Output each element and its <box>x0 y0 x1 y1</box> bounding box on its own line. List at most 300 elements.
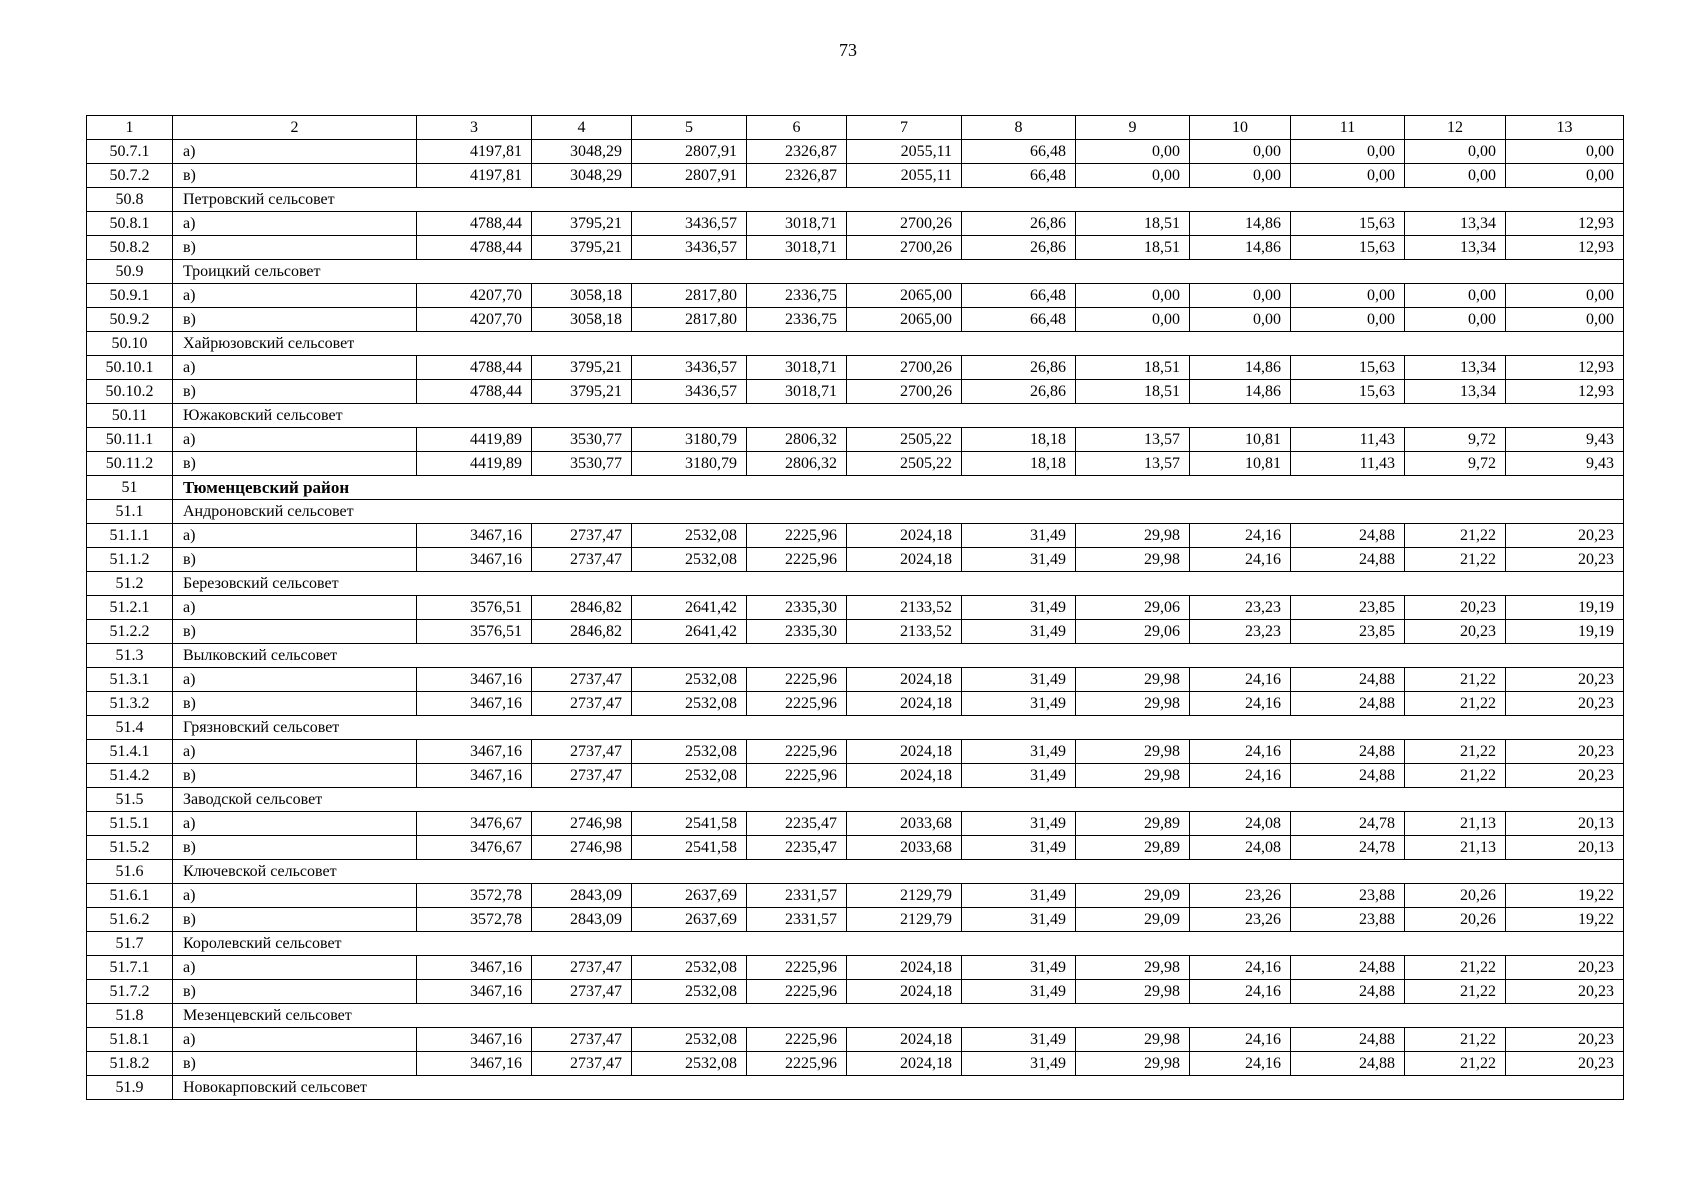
row-label: а) <box>173 284 417 308</box>
value-cell: 31,49 <box>962 524 1076 548</box>
council-row <box>87 860 1624 884</box>
value-cell: 20,23 <box>1506 668 1624 692</box>
table-row <box>87 764 1624 788</box>
value-cell: 24,16 <box>1190 980 1291 1004</box>
row-label: в) <box>173 692 417 716</box>
row-code: 51.1.1 <box>87 524 173 548</box>
value-cell: 4419,89 <box>417 428 532 452</box>
row-code: 50.8.1 <box>87 212 173 236</box>
value-cell: 2065,00 <box>847 284 962 308</box>
value-cell: 31,49 <box>962 596 1076 620</box>
value-cell: 2737,47 <box>532 692 632 716</box>
table-body <box>87 116 1624 1100</box>
value-cell: 26,86 <box>962 236 1076 260</box>
table-row <box>87 884 1624 908</box>
council-name: Мезенцевский сельсовет <box>173 1004 1624 1028</box>
value-cell: 31,49 <box>962 836 1076 860</box>
value-cell: 31,49 <box>962 1028 1076 1052</box>
value-cell: 31,49 <box>962 620 1076 644</box>
council-row <box>87 1076 1624 1100</box>
row-code: 51.7.2 <box>87 980 173 1004</box>
value-cell: 2024,18 <box>847 668 962 692</box>
table-row <box>87 428 1624 452</box>
value-cell: 3530,77 <box>532 452 632 476</box>
value-cell: 24,88 <box>1291 740 1405 764</box>
value-cell: 12,93 <box>1506 356 1624 380</box>
value-cell: 2326,87 <box>747 140 847 164</box>
value-cell: 2532,08 <box>632 692 747 716</box>
value-cell: 2637,69 <box>632 884 747 908</box>
value-cell: 24,88 <box>1291 524 1405 548</box>
value-cell: 23,23 <box>1190 596 1291 620</box>
row-label: а) <box>173 884 417 908</box>
value-cell: 2336,75 <box>747 284 847 308</box>
value-cell: 24,16 <box>1190 1052 1291 1076</box>
value-cell: 3058,18 <box>532 308 632 332</box>
row-code: 51.5.2 <box>87 836 173 860</box>
value-cell: 12,93 <box>1506 212 1624 236</box>
table-row <box>87 956 1624 980</box>
value-cell: 24,88 <box>1291 956 1405 980</box>
value-cell: 20,23 <box>1506 1052 1624 1076</box>
value-cell: 21,22 <box>1405 980 1506 1004</box>
row-label: в) <box>173 1052 417 1076</box>
value-cell: 14,86 <box>1190 236 1291 260</box>
value-cell: 66,48 <box>962 308 1076 332</box>
value-cell: 31,49 <box>962 764 1076 788</box>
value-cell: 15,63 <box>1291 236 1405 260</box>
value-cell: 24,88 <box>1291 764 1405 788</box>
council-name: Андроновский сельсовет <box>173 500 1624 524</box>
column-header: 12 <box>1405 116 1506 140</box>
value-cell: 9,72 <box>1405 428 1506 452</box>
column-header: 13 <box>1506 116 1624 140</box>
value-cell: 11,43 <box>1291 452 1405 476</box>
value-cell: 2846,82 <box>532 620 632 644</box>
value-cell: 24,16 <box>1190 524 1291 548</box>
column-header: 5 <box>632 116 747 140</box>
value-cell: 2541,58 <box>632 812 747 836</box>
table-row <box>87 284 1624 308</box>
value-cell: 24,16 <box>1190 668 1291 692</box>
value-cell: 66,48 <box>962 140 1076 164</box>
value-cell: 2505,22 <box>847 428 962 452</box>
value-cell: 20,23 <box>1506 740 1624 764</box>
table-row <box>87 524 1624 548</box>
value-cell: 20,13 <box>1506 812 1624 836</box>
value-cell: 3018,71 <box>747 380 847 404</box>
value-cell: 24,16 <box>1190 548 1291 572</box>
tariff-table <box>86 115 1624 1100</box>
value-cell: 29,06 <box>1076 596 1190 620</box>
value-cell: 0,00 <box>1506 308 1624 332</box>
value-cell: 21,22 <box>1405 956 1506 980</box>
value-cell: 29,98 <box>1076 764 1190 788</box>
row-code: 51.4.2 <box>87 764 173 788</box>
value-cell: 26,86 <box>962 212 1076 236</box>
row-code: 50.10.1 <box>87 356 173 380</box>
value-cell: 26,86 <box>962 380 1076 404</box>
value-cell: 2700,26 <box>847 356 962 380</box>
value-cell: 3467,16 <box>417 740 532 764</box>
value-cell: 0,00 <box>1506 140 1624 164</box>
value-cell: 10,81 <box>1190 428 1291 452</box>
value-cell: 31,49 <box>962 884 1076 908</box>
row-label: в) <box>173 452 417 476</box>
value-cell: 9,43 <box>1506 428 1624 452</box>
row-code: 50.9.2 <box>87 308 173 332</box>
row-code: 50.7.1 <box>87 140 173 164</box>
value-cell: 3476,67 <box>417 836 532 860</box>
row-code: 51.3 <box>87 644 173 668</box>
row-code: 51.8.1 <box>87 1028 173 1052</box>
value-cell: 2055,11 <box>847 164 962 188</box>
value-cell: 20,23 <box>1405 620 1506 644</box>
value-cell: 2033,68 <box>847 836 962 860</box>
value-cell: 2055,11 <box>847 140 962 164</box>
row-label: в) <box>173 836 417 860</box>
value-cell: 13,34 <box>1405 212 1506 236</box>
value-cell: 2807,91 <box>632 140 747 164</box>
value-cell: 4788,44 <box>417 236 532 260</box>
value-cell: 24,78 <box>1291 812 1405 836</box>
row-code: 51.4.1 <box>87 740 173 764</box>
value-cell: 0,00 <box>1076 164 1190 188</box>
value-cell: 10,81 <box>1190 452 1291 476</box>
value-cell: 0,00 <box>1291 284 1405 308</box>
value-cell: 20,23 <box>1506 548 1624 572</box>
value-cell: 19,22 <box>1506 908 1624 932</box>
value-cell: 15,63 <box>1291 356 1405 380</box>
table-row <box>87 812 1624 836</box>
value-cell: 2326,87 <box>747 164 847 188</box>
column-header: 10 <box>1190 116 1291 140</box>
table-row <box>87 452 1624 476</box>
value-cell: 3795,21 <box>532 380 632 404</box>
row-code: 51.6 <box>87 860 173 884</box>
value-cell: 2024,18 <box>847 1052 962 1076</box>
value-cell: 29,06 <box>1076 620 1190 644</box>
value-cell: 3058,18 <box>532 284 632 308</box>
value-cell: 2532,08 <box>632 1028 747 1052</box>
value-cell: 2024,18 <box>847 524 962 548</box>
column-header: 3 <box>417 116 532 140</box>
row-label: а) <box>173 740 417 764</box>
council-row <box>87 188 1624 212</box>
column-header: 8 <box>962 116 1076 140</box>
value-cell: 15,63 <box>1291 380 1405 404</box>
value-cell: 24,88 <box>1291 668 1405 692</box>
value-cell: 13,34 <box>1405 356 1506 380</box>
value-cell: 3467,16 <box>417 668 532 692</box>
value-cell: 2335,30 <box>747 596 847 620</box>
council-name: Новокарповский сельсовет <box>173 1076 1624 1100</box>
value-cell: 0,00 <box>1405 164 1506 188</box>
row-code: 51.8.2 <box>87 1052 173 1076</box>
value-cell: 0,00 <box>1405 284 1506 308</box>
value-cell: 29,98 <box>1076 1052 1190 1076</box>
row-code: 50.9 <box>87 260 173 284</box>
row-code: 50.10.2 <box>87 380 173 404</box>
council-name: Грязновский сельсовет <box>173 716 1624 740</box>
table-row <box>87 140 1624 164</box>
value-cell: 18,51 <box>1076 356 1190 380</box>
row-label: а) <box>173 668 417 692</box>
value-cell: 2532,08 <box>632 956 747 980</box>
value-cell: 29,89 <box>1076 812 1190 836</box>
value-cell: 3467,16 <box>417 956 532 980</box>
value-cell: 4197,81 <box>417 140 532 164</box>
value-cell: 29,09 <box>1076 884 1190 908</box>
value-cell: 29,09 <box>1076 908 1190 932</box>
table-row <box>87 380 1624 404</box>
value-cell: 29,98 <box>1076 524 1190 548</box>
value-cell: 14,86 <box>1190 212 1291 236</box>
value-cell: 2225,96 <box>747 692 847 716</box>
row-label: а) <box>173 356 417 380</box>
value-cell: 0,00 <box>1076 140 1190 164</box>
council-name: Хайрюзовский сельсовет <box>173 332 1624 356</box>
value-cell: 2700,26 <box>847 212 962 236</box>
value-cell: 12,93 <box>1506 380 1624 404</box>
value-cell: 21,22 <box>1405 548 1506 572</box>
column-header: 7 <box>847 116 962 140</box>
row-code: 51.4 <box>87 716 173 740</box>
value-cell: 2541,58 <box>632 836 747 860</box>
value-cell: 3436,57 <box>632 380 747 404</box>
value-cell: 3018,71 <box>747 356 847 380</box>
value-cell: 2737,47 <box>532 956 632 980</box>
row-label: в) <box>173 908 417 932</box>
value-cell: 2637,69 <box>632 908 747 932</box>
value-cell: 13,34 <box>1405 380 1506 404</box>
value-cell: 31,49 <box>962 548 1076 572</box>
value-cell: 2225,96 <box>747 668 847 692</box>
value-cell: 2700,26 <box>847 236 962 260</box>
value-cell: 3576,51 <box>417 620 532 644</box>
value-cell: 24,16 <box>1190 692 1291 716</box>
value-cell: 0,00 <box>1405 308 1506 332</box>
table-row <box>87 308 1624 332</box>
value-cell: 24,88 <box>1291 692 1405 716</box>
value-cell: 24,16 <box>1190 764 1291 788</box>
value-cell: 2033,68 <box>847 812 962 836</box>
value-cell: 23,85 <box>1291 620 1405 644</box>
table-row <box>87 980 1624 1004</box>
value-cell: 3530,77 <box>532 428 632 452</box>
value-cell: 24,88 <box>1291 1028 1405 1052</box>
value-cell: 3467,16 <box>417 980 532 1004</box>
row-code: 50.11 <box>87 404 173 428</box>
value-cell: 2746,98 <box>532 812 632 836</box>
value-cell: 20,23 <box>1506 980 1624 1004</box>
value-cell: 0,00 <box>1190 284 1291 308</box>
value-cell: 31,49 <box>962 692 1076 716</box>
value-cell: 2225,96 <box>747 1052 847 1076</box>
row-label: в) <box>173 308 417 332</box>
value-cell: 21,22 <box>1405 1052 1506 1076</box>
value-cell: 0,00 <box>1076 308 1190 332</box>
value-cell: 0,00 <box>1291 140 1405 164</box>
value-cell: 24,88 <box>1291 980 1405 1004</box>
value-cell: 0,00 <box>1506 284 1624 308</box>
value-cell: 13,57 <box>1076 428 1190 452</box>
row-label: в) <box>173 548 417 572</box>
value-cell: 9,72 <box>1405 452 1506 476</box>
value-cell: 29,98 <box>1076 980 1190 1004</box>
row-label: в) <box>173 620 417 644</box>
value-cell: 26,86 <box>962 356 1076 380</box>
table-row <box>87 1028 1624 1052</box>
row-code: 50.9.1 <box>87 284 173 308</box>
value-cell: 2641,42 <box>632 620 747 644</box>
value-cell: 21,22 <box>1405 764 1506 788</box>
value-cell: 2235,47 <box>747 812 847 836</box>
value-cell: 2335,30 <box>747 620 847 644</box>
value-cell: 2532,08 <box>632 740 747 764</box>
value-cell: 0,00 <box>1291 308 1405 332</box>
value-cell: 2133,52 <box>847 596 962 620</box>
value-cell: 19,19 <box>1506 620 1624 644</box>
row-code: 51.1 <box>87 500 173 524</box>
value-cell: 29,98 <box>1076 1028 1190 1052</box>
row-code: 51 <box>87 476 173 500</box>
value-cell: 18,18 <box>962 428 1076 452</box>
value-cell: 21,22 <box>1405 524 1506 548</box>
row-code: 50.7.2 <box>87 164 173 188</box>
value-cell: 2024,18 <box>847 980 962 1004</box>
value-cell: 2846,82 <box>532 596 632 620</box>
table-row <box>87 356 1624 380</box>
value-cell: 4419,89 <box>417 452 532 476</box>
row-label: а) <box>173 428 417 452</box>
row-code: 50.8 <box>87 188 173 212</box>
value-cell: 2336,75 <box>747 308 847 332</box>
value-cell: 2129,79 <box>847 884 962 908</box>
value-cell: 14,86 <box>1190 380 1291 404</box>
value-cell: 2225,96 <box>747 740 847 764</box>
row-label: а) <box>173 1028 417 1052</box>
value-cell: 3180,79 <box>632 452 747 476</box>
value-cell: 3436,57 <box>632 356 747 380</box>
value-cell: 3048,29 <box>532 164 632 188</box>
value-cell: 23,26 <box>1190 908 1291 932</box>
column-header: 6 <box>747 116 847 140</box>
value-cell: 2225,96 <box>747 524 847 548</box>
value-cell: 3436,57 <box>632 236 747 260</box>
value-cell: 2024,18 <box>847 692 962 716</box>
table-row <box>87 740 1624 764</box>
value-cell: 31,49 <box>962 956 1076 980</box>
value-cell: 2843,09 <box>532 884 632 908</box>
value-cell: 2737,47 <box>532 764 632 788</box>
value-cell: 2532,08 <box>632 980 747 1004</box>
value-cell: 20,23 <box>1405 596 1506 620</box>
value-cell: 0,00 <box>1076 284 1190 308</box>
value-cell: 2235,47 <box>747 836 847 860</box>
value-cell: 2532,08 <box>632 524 747 548</box>
council-name: Петровский сельсовет <box>173 188 1624 212</box>
row-code: 51.9 <box>87 1076 173 1100</box>
value-cell: 19,19 <box>1506 596 1624 620</box>
value-cell: 24,78 <box>1291 836 1405 860</box>
value-cell: 20,23 <box>1506 764 1624 788</box>
header-row <box>87 116 1624 140</box>
row-label: в) <box>173 164 417 188</box>
value-cell: 2532,08 <box>632 764 747 788</box>
value-cell: 2641,42 <box>632 596 747 620</box>
row-code: 51.8 <box>87 1004 173 1028</box>
value-cell: 13,57 <box>1076 452 1190 476</box>
row-code: 50.8.2 <box>87 236 173 260</box>
value-cell: 3467,16 <box>417 1052 532 1076</box>
value-cell: 2024,18 <box>847 1028 962 1052</box>
value-cell: 18,18 <box>962 452 1076 476</box>
value-cell: 21,22 <box>1405 1028 1506 1052</box>
value-cell: 23,23 <box>1190 620 1291 644</box>
value-cell: 2737,47 <box>532 740 632 764</box>
value-cell: 2737,47 <box>532 524 632 548</box>
table-row <box>87 164 1624 188</box>
value-cell: 3467,16 <box>417 524 532 548</box>
value-cell: 4788,44 <box>417 356 532 380</box>
value-cell: 2024,18 <box>847 956 962 980</box>
row-code: 51.3.1 <box>87 668 173 692</box>
value-cell: 3467,16 <box>417 548 532 572</box>
value-cell: 20,26 <box>1405 884 1506 908</box>
value-cell: 2331,57 <box>747 884 847 908</box>
council-row <box>87 500 1624 524</box>
council-name: Заводской сельсовет <box>173 788 1624 812</box>
value-cell: 3467,16 <box>417 692 532 716</box>
value-cell: 23,88 <box>1291 908 1405 932</box>
value-cell: 2737,47 <box>532 1052 632 1076</box>
council-row <box>87 932 1624 956</box>
value-cell: 20,23 <box>1506 524 1624 548</box>
value-cell: 24,16 <box>1190 956 1291 980</box>
row-code: 51.7 <box>87 932 173 956</box>
value-cell: 3795,21 <box>532 212 632 236</box>
council-row <box>87 644 1624 668</box>
value-cell: 4197,81 <box>417 164 532 188</box>
value-cell: 2532,08 <box>632 548 747 572</box>
value-cell: 0,00 <box>1291 164 1405 188</box>
value-cell: 2737,47 <box>532 980 632 1004</box>
value-cell: 0,00 <box>1190 308 1291 332</box>
value-cell: 3436,57 <box>632 212 747 236</box>
row-label: в) <box>173 764 417 788</box>
value-cell: 66,48 <box>962 164 1076 188</box>
value-cell: 3018,71 <box>747 236 847 260</box>
council-name: Королевский сельсовет <box>173 932 1624 956</box>
column-header: 2 <box>173 116 417 140</box>
row-label: в) <box>173 980 417 1004</box>
row-code: 51.6.2 <box>87 908 173 932</box>
row-label: а) <box>173 596 417 620</box>
value-cell: 4788,44 <box>417 212 532 236</box>
value-cell: 20,13 <box>1506 836 1624 860</box>
value-cell: 21,22 <box>1405 692 1506 716</box>
value-cell: 20,23 <box>1506 956 1624 980</box>
council-name: Ключевской сельсовет <box>173 860 1624 884</box>
council-name: Вылковский сельсовет <box>173 644 1624 668</box>
district-name: Тюменцевский район <box>173 476 1624 500</box>
table-row <box>87 668 1624 692</box>
value-cell: 2024,18 <box>847 764 962 788</box>
row-label: а) <box>173 212 417 236</box>
value-cell: 2065,00 <box>847 308 962 332</box>
council-name: Троицкий сельсовет <box>173 260 1624 284</box>
